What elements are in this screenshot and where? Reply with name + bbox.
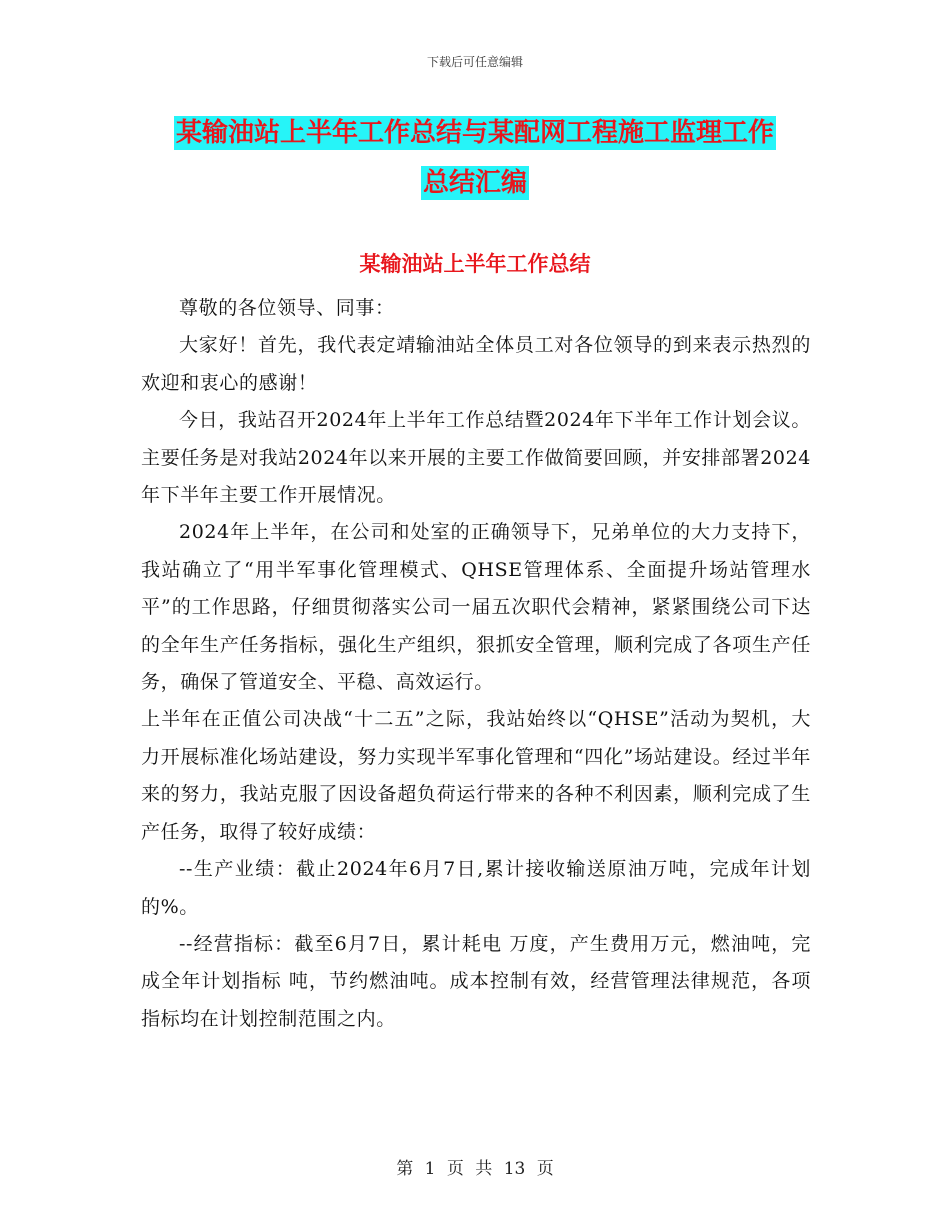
document-title-line-1: 某输油站上半年工作总结与某配网工程施工监理工作 (175, 118, 774, 148)
section-title: 某输油站上半年工作总结 (359, 252, 591, 276)
production-paragraph: --生产业绩：截止2024年6月7日,累计接收输送原油万吨，完成年计划的%。 (141, 858, 811, 918)
document-body (141, 290, 811, 1038)
header-note: 下载后可任意编辑 (426, 55, 523, 69)
document-title (0, 108, 950, 208)
salutation-paragraph: 尊敬的各位领导、同事： (179, 297, 395, 319)
meeting-paragraph: 今日，我站召开2024年上半年工作总结暨2024年下半年工作计划会议。主要任务是对我站2024年以来开展的主要工作做简要回顾，并安排部署2024年下半年主要工作开展情况。 (141, 409, 811, 507)
greeting-paragraph: 大家好！首先，我代表定靖输油站全体员工对各位领导的到来表示热烈的欢迎和衷心的感谢！ (141, 334, 811, 394)
document-title-line-2: 总结汇编 (422, 168, 527, 198)
overview-paragraph: 2024年上半年，在公司和处室的正确领导下，兄弟单位的大力支持下，我站确立了“用半军事化管理模式、QHSE管理体系、全面提升场站管理水平”的工作思路，仔细贯彻落实公司一届五次职代会精神，紧紧围绕公司下达的全年生产任务指标，强化生产组织，狠抓安全管理，顺利完成了各项生产任务，确保了管道安全、平稳、高效运行。 (141, 521, 811, 694)
page-footer: 第 1 页 共 13 页 (396, 1159, 554, 1179)
qhse-paragraph: 上半年在正值公司决战“十二五”之际，我站始终以“QHSE”活动为契机，大力开展标准化场站建设，努力实现半军事化管理和“四化”场站建设。经过半年来的努力，我站克服了因设备超负荷运行带来的各种不利因素，顺利完成了生产任务，取得了较好成绩： (141, 708, 811, 843)
operations-paragraph: --经营指标：截至6月7日，累计耗电 万度，产生费用万元，燃油吨，完成全年计划指标 吨，节约燃油吨。成本控制有效，经营管理法律规范，各项指标均在计划控制范围之内。 (141, 932, 811, 1030)
